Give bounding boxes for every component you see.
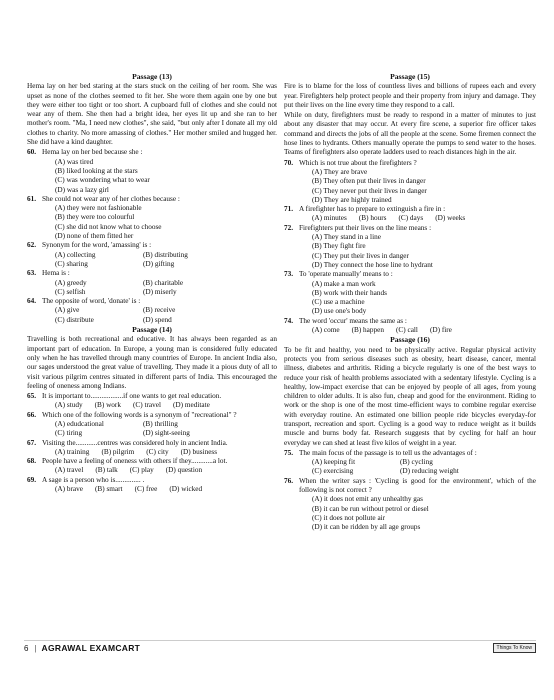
brand-logo: AGRAWAL EXAMCART	[41, 643, 141, 653]
question-text: People have a feeling of oneness with others if they............a lot.	[42, 457, 228, 466]
question-text: Hema lay on her bed because she :	[42, 148, 143, 157]
option-d: (D) was a lazy girl	[55, 185, 109, 194]
option-b: (B) work	[94, 401, 121, 410]
option-a: (A) brave	[55, 485, 83, 494]
question-68	[27, 457, 277, 476]
option-a: (A) they were not fashionable	[55, 204, 142, 213]
question-text: Hema is :	[42, 269, 70, 278]
option-d: (D) it can be ridden by all age groups	[312, 523, 421, 532]
question-text: A sage is a person who is.............. .	[42, 475, 145, 484]
page-number: 6	[24, 643, 29, 653]
option-b: (B) it can be run without petrol or diesel	[312, 504, 429, 513]
question-61	[27, 195, 277, 241]
option-c: (C) she did not know what to choose	[55, 222, 162, 231]
option-c: (C) selfish	[55, 287, 86, 296]
option-c: (C) was wondering what to wear	[55, 176, 150, 185]
option-a: (A) give	[55, 306, 80, 315]
passage-15-text-2: While on duty, firefighters must be ready to respond in a matter of minutes to just about any disaster that may occur. At every fire scene, a superior fire officer takes command and directs the jobs of all the people at the scene. Some firemen connect the hose lines to hydrants. Others manually operate the pumps to send water to the hoses. Teams of firefighters also operate ladders used to reach distances high in the air.	[284, 111, 536, 157]
footer-separator: |	[34, 643, 37, 653]
option-b: (B) hours	[358, 214, 387, 223]
passage-15-text-1: Fire is to blame for the loss of countless lives and billions of rupees each and every year. Firefighters help protect people and their property from injury and damage. They put their lives on the line every time they respond to a call.	[284, 82, 536, 109]
question-number: 63.	[27, 269, 37, 278]
option-d: (D) spend	[143, 315, 172, 324]
question-number: 62.	[27, 241, 37, 250]
option-a: (A) come	[312, 326, 340, 335]
passage-13-title: Passage (13)	[132, 72, 172, 81]
question-text: The main focus of the passage is to tell us the advantages of :	[299, 448, 477, 457]
passage-15-title: Passage (15)	[390, 72, 430, 81]
option-a: (A) training	[55, 447, 90, 456]
option-b: (B) liked looking at the stars	[55, 166, 138, 175]
option-b: (B) talk	[95, 466, 118, 475]
option-c: (C) use a machine	[312, 298, 365, 307]
option-d: (D) They are highly trained	[312, 195, 392, 204]
question-text: The opposite of word, 'donate' is :	[42, 297, 141, 306]
option-c: (C) exercising	[312, 467, 354, 476]
question-67	[27, 439, 277, 458]
option-c: (C) distribute	[55, 315, 94, 324]
option-d: (D) wicked	[169, 485, 203, 494]
question-text: Firefighters put their lives on the line means :	[299, 223, 432, 232]
question-74	[284, 317, 536, 336]
option-d: (D) business	[180, 447, 218, 456]
option-d: (D) gifting	[143, 259, 175, 268]
option-b: (B) cycling	[400, 458, 433, 467]
question-72	[284, 224, 536, 270]
question-number: 61.	[27, 194, 37, 203]
option-a: (A) make a man work	[312, 279, 376, 288]
option-b: (B) smart	[94, 485, 123, 494]
question-76	[284, 477, 536, 533]
option-b: (B) receive	[143, 306, 176, 315]
question-text: Visiting the............centres was considered holy in ancient India.	[42, 438, 228, 447]
option-c: (C) They put their lives in danger	[312, 251, 409, 260]
question-number: 73.	[284, 270, 294, 279]
question-63	[27, 269, 277, 297]
passage-16-title: Passage (16)	[390, 335, 430, 345]
question-text: When the writer says : 'Cycling is good for the environment', which of the following is not correct ?	[299, 476, 536, 495]
question-text: She could not wear any of her clothes because :	[42, 194, 180, 203]
option-a: (A) it does not emit any unhealthy gas	[312, 495, 423, 504]
option-b: (B) work with their hands	[312, 288, 387, 297]
option-d: (D) reducing weight	[400, 467, 459, 476]
option-b: (B) They fight fire	[312, 242, 366, 251]
question-60	[27, 148, 277, 194]
option-d: (D) weeks	[435, 214, 466, 223]
passage-14-text: Travelling is both recreational and educative. It has always been regarded as an important part of education. In Europe, a young man is considered fully educated only when he has travelled through many countries of Europe. In ancient India also, our sages understood the great value of travelling. They made it a pious duty of all to visit various pilgrim centres situated in different parts of India. This encouraged the feeling of oneness among Indians.	[27, 335, 277, 390]
question-71	[284, 205, 536, 224]
option-c: (C) travel	[132, 401, 161, 410]
question-number: 70.	[284, 158, 294, 167]
question-number: 75.	[284, 448, 294, 457]
question-64	[27, 297, 277, 325]
option-b: (B) happen	[351, 326, 384, 335]
page-footer	[24, 640, 536, 655]
option-c: (C) city	[146, 447, 169, 456]
option-d: (D) question	[165, 466, 203, 475]
option-b: (B) they were too colourful	[55, 213, 135, 222]
option-c: (C) free	[134, 485, 158, 494]
option-c: (C) days	[398, 214, 424, 223]
question-number: 76.	[284, 476, 294, 485]
question-number: 65.	[27, 392, 37, 401]
right-column	[284, 72, 536, 533]
option-a: (A) study	[55, 401, 83, 410]
option-d: (D) They connect the hose line to hydrant	[312, 260, 433, 269]
question-number: 64.	[27, 297, 37, 306]
option-c: (C) play	[129, 466, 154, 475]
question-number: 74.	[284, 316, 294, 325]
option-a: (A) They stand in a line	[312, 233, 381, 242]
question-75	[284, 449, 536, 477]
option-c: (C) tiring	[55, 429, 83, 438]
question-text: It is important to..................if one wants to get real education.	[42, 392, 222, 401]
option-a: (A) greedy	[55, 278, 87, 287]
question-62	[27, 241, 277, 269]
option-a: (A) travel	[55, 466, 84, 475]
option-a: (A) They are brave	[312, 167, 368, 176]
option-b: (B) pilgrim	[101, 447, 135, 456]
question-66	[27, 411, 277, 439]
option-d: (D) meditate	[172, 401, 210, 410]
passage-16-text: To be fit and healthy, you need to be physically active. Regular physical activity protects you from serious diseases such as obesity, heart disease, cancer, mental illness, diabetes and arthritis. Riding a bicycle regularly is one of the best ways to reduce your risk of health problems associated with a sedentary lifestyle. Cycling is a healthy, low-impact exercise that can be enjoyed by people of all ages, from young children to older adults. It is also fun, cheap and good for the environment. Riding to work or the shop is one of the most time-efficient ways to combine regular exercise with everyday routine. An estimated one billion people ride bicycles everyday-for transport, recreation and sport. Cycling is a good way to reduce weight as it builds muscle and burns body fat. Research suggests that by cycling for half an hour everyday we can shed at least five kilos of weight in a year.	[284, 345, 536, 447]
footer-badge: Things To Know	[493, 643, 536, 653]
option-b: (B) distributing	[143, 250, 188, 259]
option-a: (A) edudcational	[55, 419, 104, 428]
option-d: (D) none of them fitted her	[55, 232, 134, 241]
option-a: (A) minutes	[312, 214, 347, 223]
question-text: Which is not true about the firefighters ?	[299, 158, 417, 167]
passage-14-title: Passage (14)	[132, 325, 172, 335]
option-b: (B) charitable	[143, 278, 184, 287]
passage-13-text: Hema lay on her bed staring at the stars stuck on the ceiling of her room. She was upset as none of the clothes seemed to fit her. She wore them again one by one but they were either too tight or too short. A cupboard full of clothes and she could not wear any of them. She then had a bright idea, her eyes lit up and she ran to her mother's room. "Ma, I need new clothes", she said, "but only after I donate all my old clothes to charity. No more amassing of clothes." Her mother smiled and hugged her. She did have a kind daughter.	[27, 82, 277, 147]
option-d: (D) sight-seeing	[143, 429, 190, 438]
question-number: 69.	[27, 475, 37, 484]
option-c: (C) call	[396, 326, 418, 335]
question-text: The word 'occur' means the same as :	[299, 316, 407, 325]
option-c: (C) They never put their lives in danger	[312, 186, 427, 195]
question-number: 72.	[284, 223, 294, 232]
question-number: 71.	[284, 205, 294, 214]
question-text: Synonym for the word, 'amassing' is :	[42, 241, 152, 250]
question-number: 67.	[27, 438, 37, 447]
question-70	[284, 159, 536, 205]
option-b: (B) thrilling	[143, 419, 178, 428]
option-a: (A) was tired	[55, 157, 94, 166]
left-column	[27, 72, 277, 494]
question-text: A firefighter has to prepare to extinguish a fire in :	[299, 205, 446, 214]
option-d: (D) fire	[429, 326, 452, 335]
question-69	[27, 476, 277, 495]
question-text: Which one of the following words is a synonym of "recreational" ?	[42, 410, 237, 419]
option-c: (C) it does not pollute air	[312, 513, 386, 522]
option-d: (D) miserly	[143, 287, 177, 296]
question-text: To 'operate manually' means to :	[299, 270, 393, 279]
option-c: (C) sharing	[55, 259, 88, 268]
option-a: (A) collecting	[55, 250, 96, 259]
option-d: (D) use one's body	[312, 307, 367, 316]
question-number: 68.	[27, 457, 37, 466]
option-a: (A) keeping fit	[312, 458, 356, 467]
question-number: 60.	[27, 148, 37, 157]
question-number: 66.	[27, 410, 37, 419]
option-b: (B) They often put their lives in danger	[312, 177, 426, 186]
question-65	[27, 392, 277, 411]
question-73	[284, 270, 536, 316]
